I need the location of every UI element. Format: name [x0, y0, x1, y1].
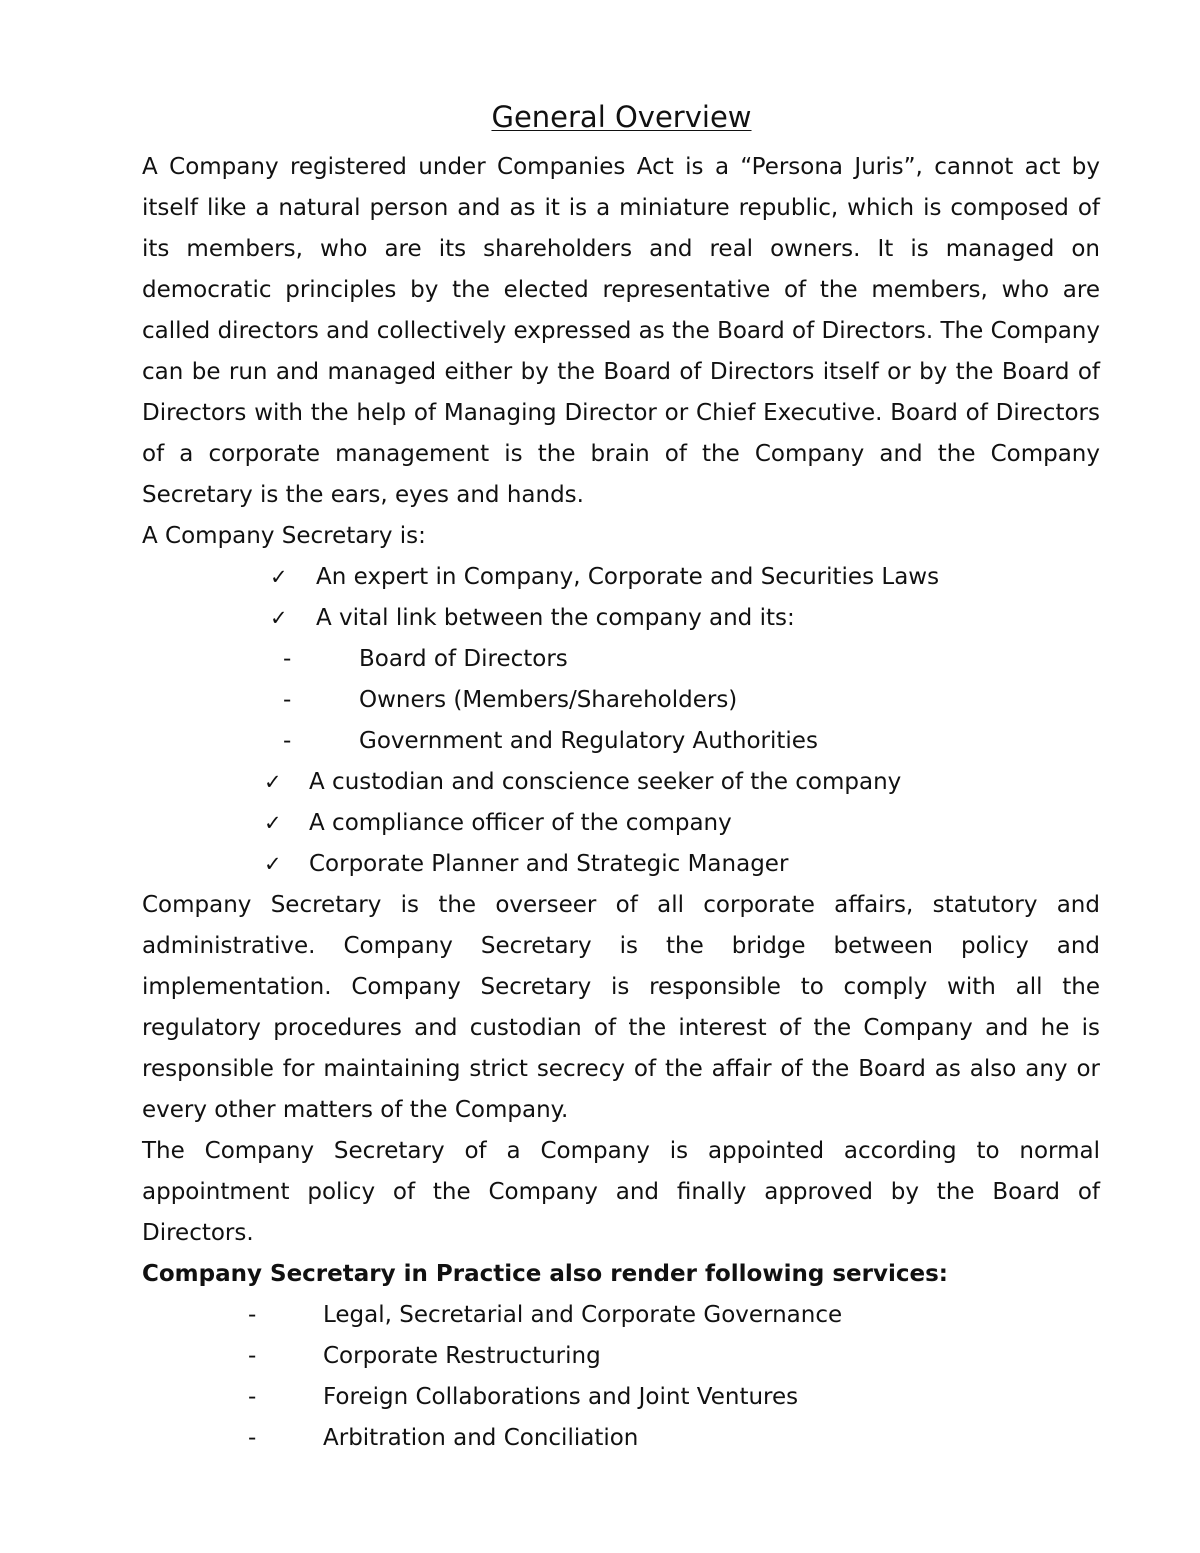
dash-bullet: - [248, 1302, 257, 1328]
list-item-text: Legal, Secretarial and Corporate Governance [323, 1302, 843, 1328]
list-item-text: Board of Directors [359, 646, 568, 672]
list-item-text: Corporate Restructuring [323, 1343, 601, 1369]
overseer-paragraph: Company Secretary is the overseer of all corporate affairs, statutory and administrative. Company Secretary is the bridge between policy and implementation. Company Secretary is responsible to comply with all the regulatory procedures and custodian of the interest of the Company and he is responsible for maintaining strict secrecy of the affair of the Board as also any or every other matters of the Company. [142, 892, 1100, 1123]
checkmark-icon: ✓ [264, 811, 282, 835]
dash-bullet: - [283, 728, 292, 754]
dash-bullet: - [248, 1384, 257, 1410]
checkmark-icon: ✓ [270, 606, 288, 630]
dash-bullet: - [283, 646, 292, 672]
dash-bullet: - [283, 687, 292, 713]
page-title: General Overview [491, 100, 752, 134]
checkmark-icon: ✓ [264, 770, 282, 794]
checkmark-icon: ✓ [264, 852, 282, 876]
list-item-text: A custodian and conscience seeker of the company [309, 769, 902, 795]
list-item-text: Owners (Members/Shareholders) [359, 687, 738, 713]
checkmark-icon: ✓ [270, 565, 288, 589]
list-item-text: Foreign Collaborations and Joint Ventures [323, 1384, 799, 1410]
intro-paragraph: A Company registered under Companies Act is a “Persona Juris”, cannot act by itself like a natural person and as it is a miniature republic, which is composed of its members, who are its shareholders and real owners. It is managed on democratic principles by the elected representative of the members, who are called directors and collectively expressed as the Board of Directors. The Company can be run and managed either by the Board of Directors itself or by the Board of Directors with the help of Managing Director or Chief Executive. Board of Directors of a corporate management is the brain of the Company and the Company Secretary is the ears, eyes and hands. [142, 154, 1100, 508]
list-item-text: Government and Regulatory Authorities [359, 728, 818, 754]
list-item-text: A vital link between the company and its: [316, 605, 795, 631]
list-item-text: Corporate Planner and Strategic Manager [309, 851, 789, 877]
secretary-is-heading: A Company Secretary is: [142, 523, 426, 549]
list-item-text: An expert in Company, Corporate and Securities Laws [316, 564, 940, 590]
dash-bullet: - [248, 1343, 257, 1369]
services-heading: Company Secretary in Practice also render following services: [142, 1261, 948, 1287]
appointment-paragraph: The Company Secretary of a Company is appointed according to normal appointment policy of the Company and finally approved by the Board of Directors. [142, 1138, 1100, 1246]
list-item-text: A compliance officer of the company [309, 810, 732, 836]
dash-bullet: - [248, 1425, 257, 1451]
list-item-text: Arbitration and Conciliation [323, 1425, 639, 1451]
